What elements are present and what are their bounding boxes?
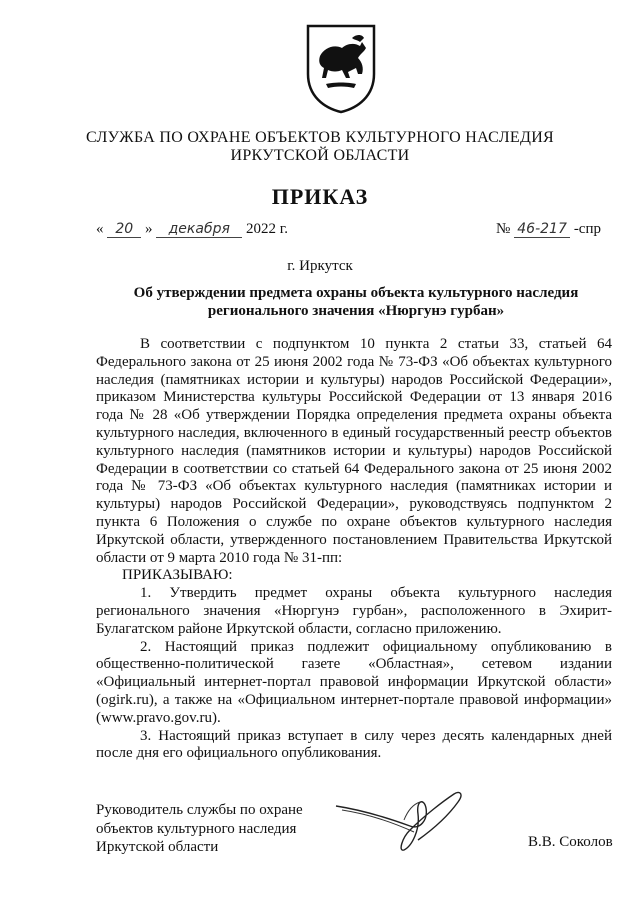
number-suffix: -спр bbox=[573, 221, 601, 237]
agency-name-line1: СЛУЖБА ПО ОХРАНЕ ОБЪЕКТОВ КУЛЬТУРНОГО НАСЛЕДИЯ bbox=[85, 129, 555, 146]
number-handwritten: 46-217 bbox=[514, 221, 570, 238]
order-item-2: 2. Настоящий приказ подлежит официальному опубликованию в общественно-политической газете «Областная», сетевом издании «Официальный интернет-портал правовой информации Иркутской области» (ogirk.ru), а также на «Официальном интернет-портале правовой информации» (www.pravo.gov.ru). bbox=[96, 638, 612, 726]
signatory-position bbox=[96, 801, 303, 857]
document-body bbox=[96, 336, 612, 763]
order-item-3: 3. Настоящий приказ вступает в силу через десять календарных дней после дня его официального опубликования. bbox=[96, 727, 612, 762]
order-word: ПРИКАЗЫВАЮ: bbox=[122, 567, 233, 584]
date-open-quote: « bbox=[96, 221, 104, 237]
document-date bbox=[96, 221, 288, 238]
position-line1: Руководитель службы по охране bbox=[96, 802, 303, 818]
date-day-handwritten: 20 bbox=[107, 221, 141, 238]
document-subject bbox=[96, 284, 616, 320]
order-item-1: 1. Утвердить предмет охраны объекта культурного наследия регионального значения «Нюргунэ гурбан», расположенного в Эхирит-Булагатском районе Иркутской области, согласно приложению. bbox=[96, 585, 612, 637]
position-line2: объектов культурного наследия bbox=[96, 820, 297, 837]
irkutsk-emblem-icon bbox=[304, 22, 378, 114]
number-sign: № bbox=[496, 221, 511, 237]
position-line3: Иркутской области bbox=[96, 839, 219, 855]
signatory-name: В.В. Соколов bbox=[528, 834, 613, 850]
handwritten-signature bbox=[332, 780, 472, 860]
document-type-title: ПРИКАЗ bbox=[271, 184, 369, 209]
subject-line1: Об утверждении предмета охраны объекта культурного наследия bbox=[133, 285, 579, 301]
document-city: г. Иркутск bbox=[287, 258, 353, 274]
document-number bbox=[496, 221, 601, 238]
date-year: 2022 г. bbox=[246, 221, 288, 237]
date-month-handwritten: декабря bbox=[156, 221, 242, 238]
preamble-paragraph: В соответствии с подпунктом 10 пункта 2 статьи 33, статьей 64 Федерального закона от 25 июня 2002 года № 73-ФЗ «Об объектах культурного наследия (памятниках истории и культуры) народов Российской Федерации», приказом Министерства культуры Российской Федерации от 13 января 2016 года № 28 «Об утверждении Порядка определения предмета охраны объекта культурного наследия, включенного в единый государственный реестр объектов культурного наследия (памятников истории и культуры) народов Российской Федерации в соответствии со статьей 64 Федерального закона от 25 июня 2002 года № 73-ФЗ «Об объектах культурного наследия (памятниках истории и культуры) народов Российской Федерации», руководствуясь подпунктом 2 пункта 6 Положения о службе по охране объектов культурного наследия Иркутской области, утвержденного постановлением Правительства Иркутской области от 9 марта 2010 года № 31-пп: bbox=[96, 336, 612, 566]
subject-line2: регионального значения «Нюргунэ гурбан» bbox=[207, 303, 505, 319]
agency-name-line2: ИРКУТСКОЙ ОБЛАСТИ bbox=[230, 147, 410, 164]
date-close-quote: » bbox=[145, 221, 153, 237]
